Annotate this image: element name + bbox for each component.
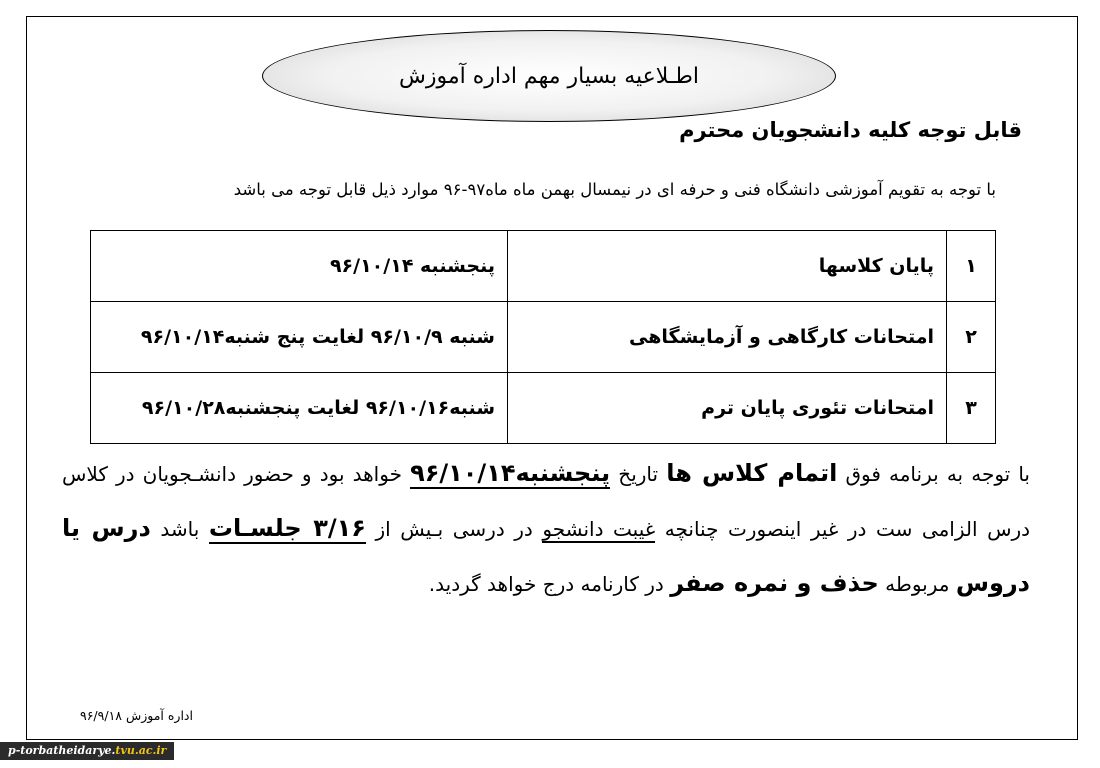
notice-emphasis: درس یا دروس xyxy=(62,514,1030,597)
notice-emphasis: اتمام کلاس ها xyxy=(666,459,838,487)
site-domain: tvu.ac.ir xyxy=(115,744,167,757)
notice-text: تاریخ xyxy=(618,462,659,486)
row-date: شنبه ۹۶/۱۰/۹ لغایت پنج شنبه۹۶/۱۰/۱۴ xyxy=(91,302,508,373)
notice-text: با توجه به برنامه فوق xyxy=(845,462,1030,486)
footer-office: اداره آموزش xyxy=(125,708,193,723)
notice-sessions: ۳/۱۶ جلسـات xyxy=(208,514,366,542)
site-url-tag[interactable] xyxy=(0,742,174,760)
intro-text: با توجه به تقویم آموزشی دانشگاه فنی و حرفه ای در نیمسال بهمن ماه ماه۹۷-۹۶ موارد ذیل قابل توجه می باشد xyxy=(233,180,996,199)
row-number: ۱ xyxy=(947,231,996,302)
notice-date: پنجشنبه۹۶/۱۰/۱۴ xyxy=(410,459,611,487)
notice-text: مربوطه xyxy=(885,572,950,596)
schedule-table xyxy=(90,230,996,444)
row-item: امتحانات کارگاهی و آزمایشگاهی xyxy=(508,302,947,373)
notice-text: در کارنامه درج خواهد گردید. xyxy=(428,572,664,596)
notice-text: باشد xyxy=(160,517,200,541)
row-number: ۲ xyxy=(947,302,996,373)
announcement-banner xyxy=(262,30,836,122)
row-item: امتحانات تئوری پایان ترم xyxy=(508,373,947,444)
site-prefix: p-torbatheidarye. xyxy=(8,744,116,757)
row-item: پایان کلاسها xyxy=(508,231,947,302)
notice-text: خواهد بود و حضور دانشـجویان در کلاس درس الزامی ست در غیر اینصورت چنانچه xyxy=(62,462,1031,541)
footer-date: ۹۶/۹/۱۸ xyxy=(80,708,122,723)
table-row xyxy=(91,231,996,302)
page-heading: قابل توجه کلیه دانشجویان محترم xyxy=(679,118,1022,142)
footer-signature xyxy=(80,708,193,723)
row-date: پنجشنبه ۹۶/۱۰/۱۴ xyxy=(91,231,508,302)
table-row xyxy=(91,373,996,444)
row-number: ۳ xyxy=(947,373,996,444)
table-row xyxy=(91,302,996,373)
notice-paragraph xyxy=(62,446,1030,611)
notice-underlined: غیبت دانشجو xyxy=(542,517,656,541)
banner-title: اطـلاعیه بسیار مهم اداره آموزش xyxy=(399,63,699,89)
notice-emphasis: حذف و نمره صفر xyxy=(670,569,879,597)
notice-text: در درسی بـیش از xyxy=(375,517,533,541)
row-date: شنبه۹۶/۱۰/۱۶ لغایت پنجشنبه۹۶/۱۰/۲۸ xyxy=(91,373,508,444)
